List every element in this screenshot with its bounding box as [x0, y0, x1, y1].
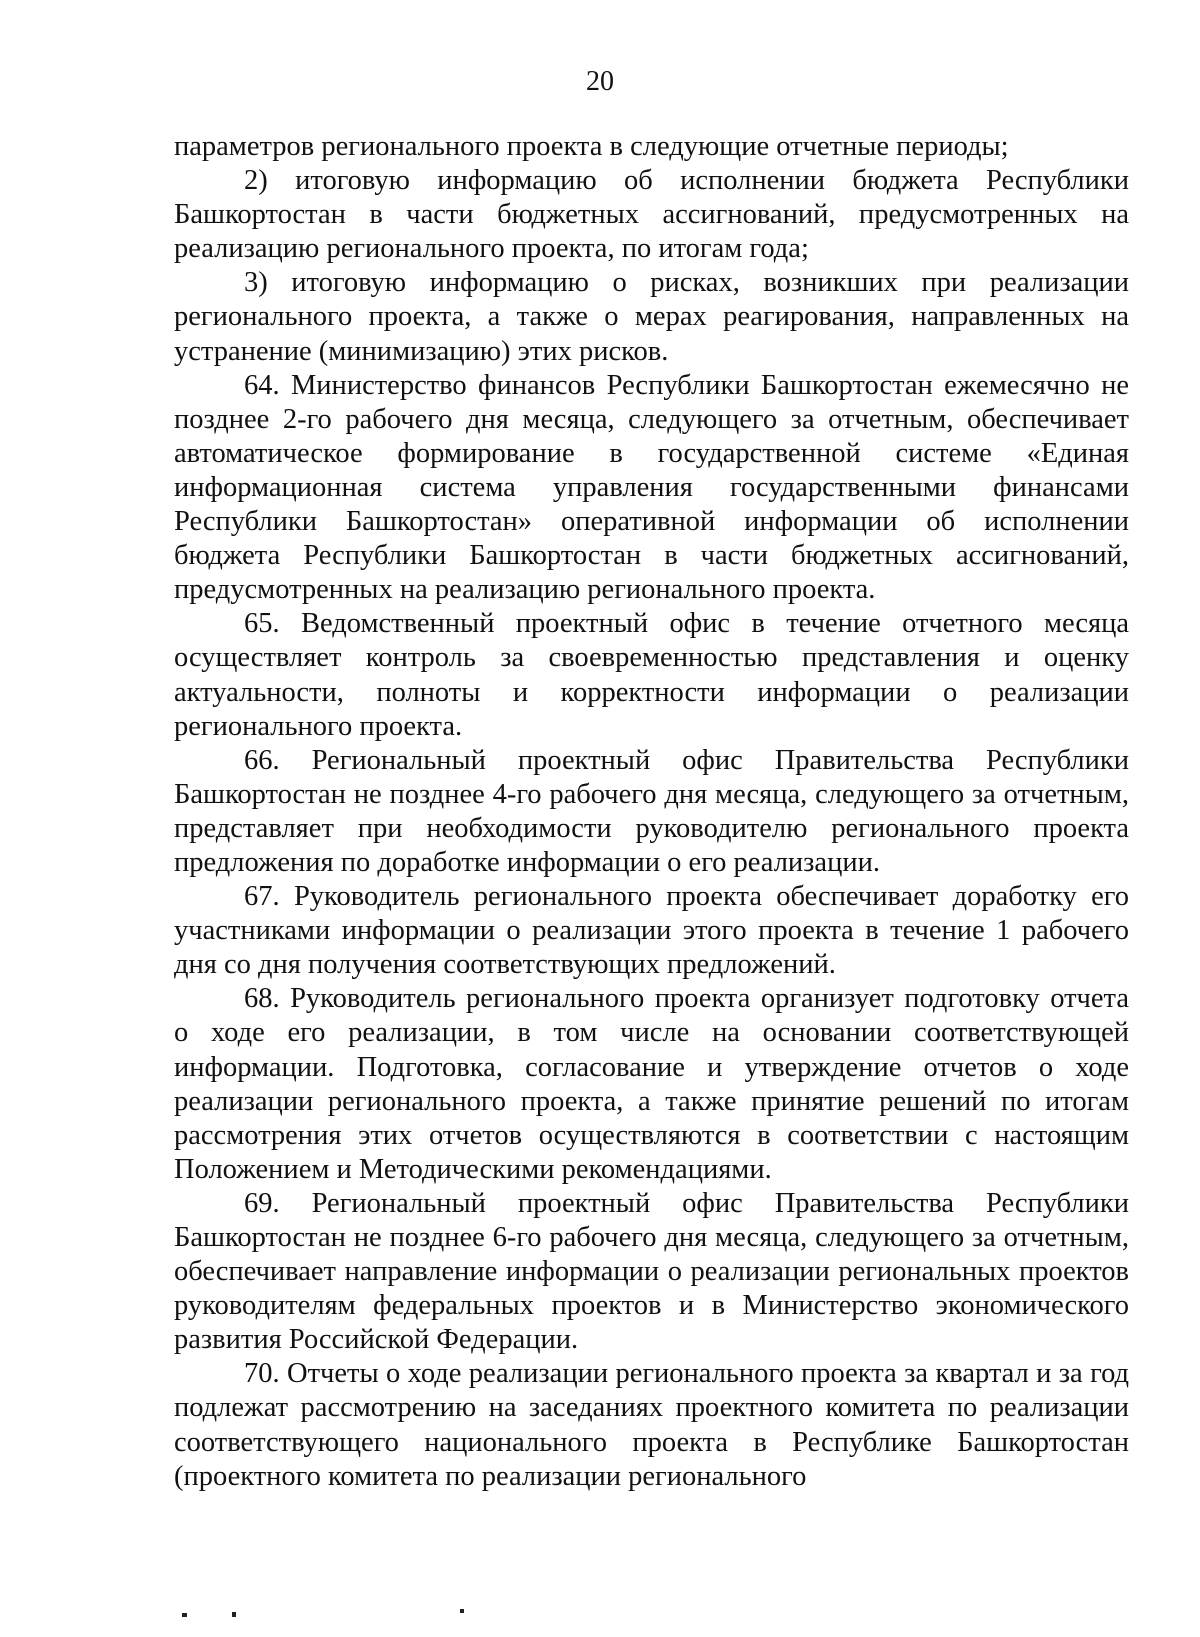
scan-mark [182, 1613, 187, 1617]
paragraph-item-3: 3) итоговую информацию о рисках, возникших при реализации регионального проекта, а также о мерах реагирования, направленных на устранение (минимизацию) этих рисков. [174, 267, 1129, 367]
paragraph-continuation: параметров регионального проекта в следующие отчетные периоды; [174, 131, 1009, 162]
paragraph-68: 68. Руководитель регионального проекта организует подготовку отчета о ходе его реализации, в том числе на основании соответствующей информации. Подготовка, согласование и утверждение отчетов о ходе реализации регионального проекта, а также принятие решений по итогам рассмотрения этих отчетов осуществляются в соответствии с настоящим Положением и Методическими рекомендациями. [174, 983, 1129, 1185]
paragraph-item-2: 2) итоговую информацию об исполнении бюджета Республики Башкортостан в части бюджетных ассигнований, предусмотренных на реализацию регионального проекта, по итогам года; [174, 165, 1129, 265]
paragraph-66: 66. Региональный проектный офис Правительства Республики Башкортостан не позднее 4-го рабочего дня месяца, следующего за отчетным, представляет при необходимости руководителю регионального проекта предложения по доработке информации о его реализации. [174, 744, 1129, 878]
document-body [174, 130, 1129, 1494]
paragraph-69: 69. Региональный проектный офис Правительства Республики Башкортостан не позднее 6-го рабочего дня месяца, следующего за отчетным, обеспечивает направление информации о реализации региональных проектов руководителям федеральных проектов и в Министерство экономического развития Российской Федерации. [174, 1187, 1129, 1356]
scan-mark [460, 1609, 464, 1613]
scan-artifact-marks [160, 1605, 490, 1625]
paragraph-70: 70. Отчеты о ходе реализации регионального проекта за квартал и за год подлежат рассмотрению на заседаниях проектного комитета по реализации соответствующего национального проекта в Республике Башкортостан (проектного комитета по реализации регионального [174, 1358, 1129, 1492]
page-number: 20 [586, 66, 614, 97]
paragraph-67: 67. Руководитель регионального проекта обеспечивает доработку его участниками информации о реализации этого проекта в течение 1 рабочего дня со дня получения соответствующих предложений. [174, 881, 1129, 981]
paragraph-65: 65. Ведомственный проектный офис в течение отчетного месяца осуществляет контроль за своевременностью представления и оценку актуальности, полноты и корректности информации о реализации регионального проекта. [174, 608, 1129, 742]
paragraph-64: 64. Министерство финансов Республики Башкортостан ежемесячно не позднее 2-го рабочего дня месяца, следующего за отчетным, обеспечивает автоматическое формирование в государственной системе «Единая информационная система управления государственными финансами Республики Башкортостан» оперативной информации об исполнении бюджета Республики Башкортостан в части бюджетных ассигнований, предусмотренных на реализацию регионального проекта. [174, 369, 1129, 606]
scan-mark [232, 1612, 236, 1617]
